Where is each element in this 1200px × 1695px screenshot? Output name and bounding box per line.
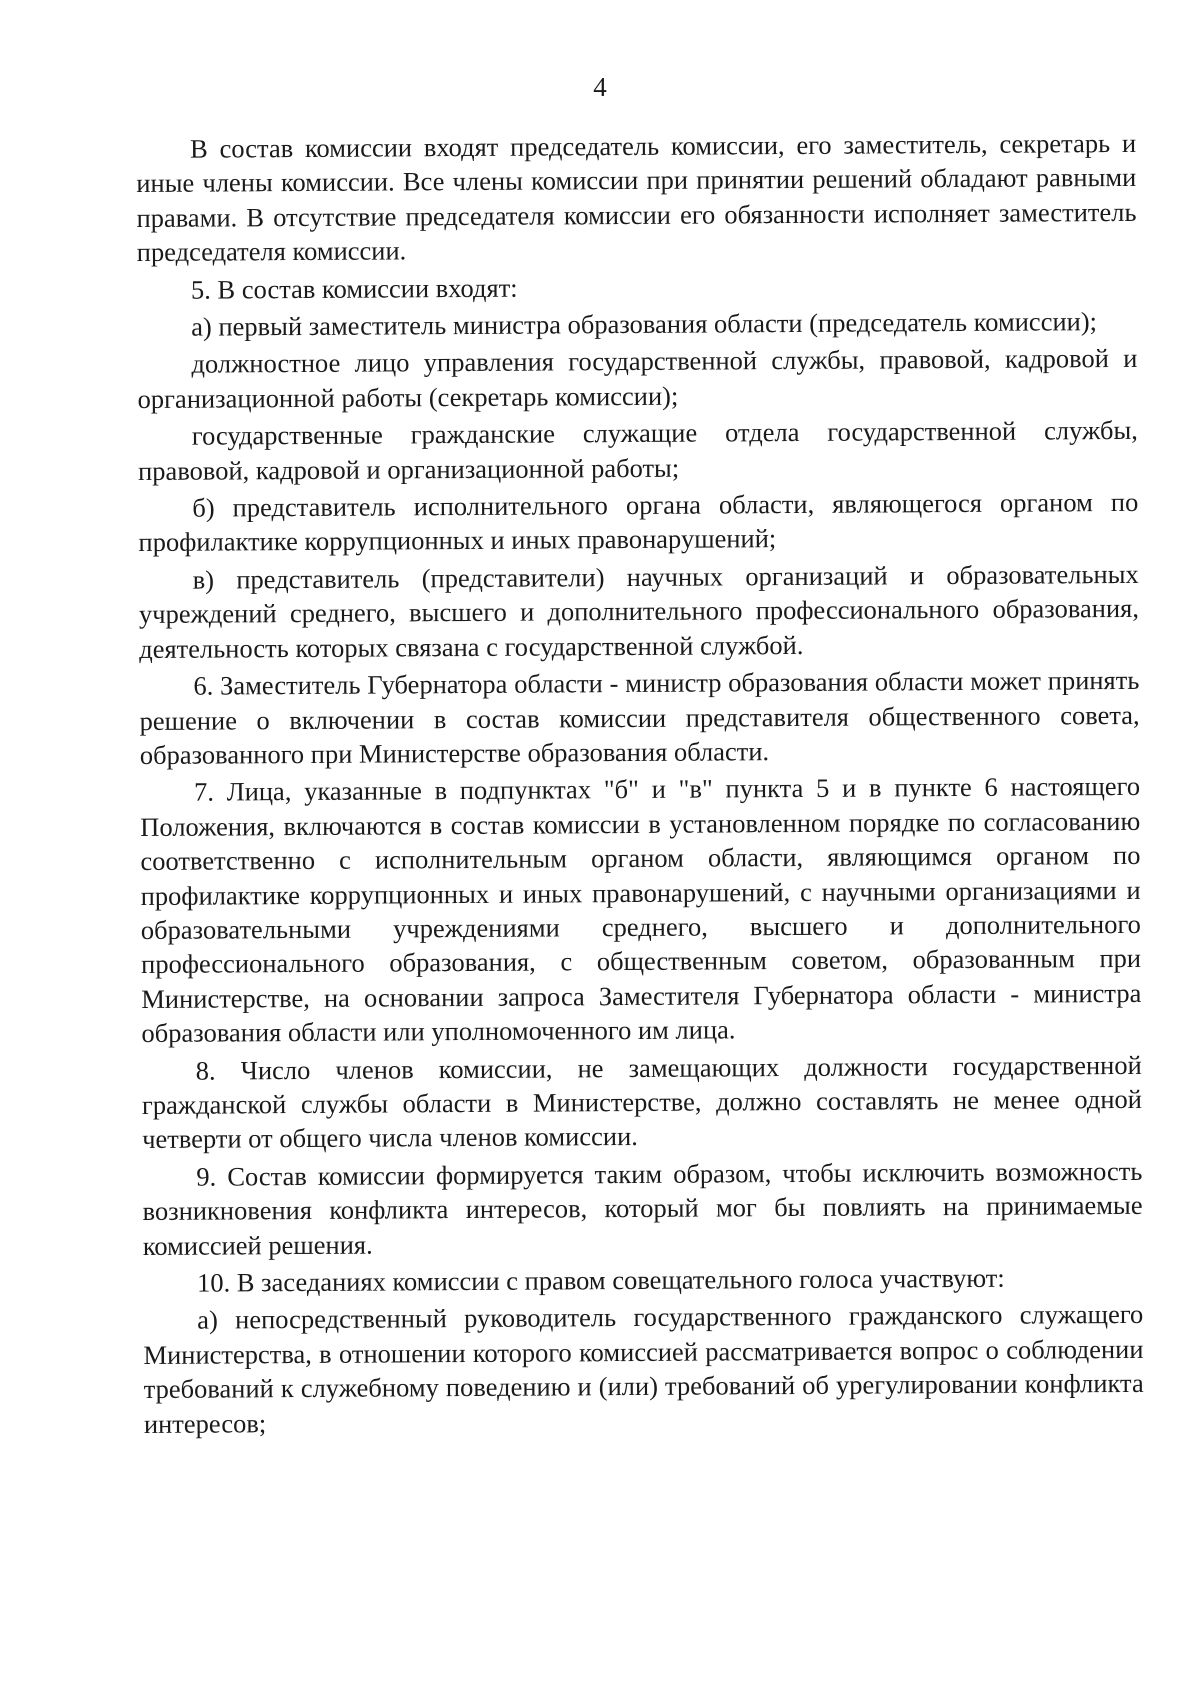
paragraph-item-8: 8. Число членов комиссии, не замещающих должности государственной гражданской службы области в Министерстве, должно составлять не менее одной четверти от общего числа членов комиссии.	[141, 1049, 1143, 1155]
page-number: 4	[593, 72, 607, 102]
paragraph-item-5: 5. В состав комиссии входят:	[190, 272, 518, 305]
paragraph-item-6: 6. Заместитель Губернатора области - министр образования области может принять решение о включении в состав комиссии представителя общественного совета, образованного при Министерстве образования области.	[139, 664, 1140, 770]
paragraph-commission-composition-intro: В состав комиссии входят председатель комиссии, его заместитель, секретарь и иные члены комиссии. Все члены комиссии при принятии решений обладают равными правами. В отсутствие председателя комиссии его обязанности исполняет заместитель председателя комиссии.	[136, 127, 1137, 268]
paragraph-item-10a: а) непосредственный руководитель государственного гражданского служащего Министерства, в отношении которого комиссией рассматривается вопрос о соблюдении требований к служебному поведению и (или) требований об урегулировании конфликта интересов;	[143, 1299, 1144, 1439]
paragraph-item-5b: б) представитель исполнительного органа области, являющегося органом по профилактике коррупционных и иных правонарушений;	[138, 486, 1139, 558]
paragraph-item-9: 9. Состав комиссии формируется таким образом, чтобы исключить возможность возникновения конфликта интересов, который мог бы повлиять на принимаемые комиссией решения.	[142, 1155, 1143, 1261]
paragraph-item-5a: а) первый заместитель министра образования области (председатель комиссии);	[191, 306, 1098, 342]
paragraph-item-5a-secretary: должностное лицо управления государственной службы, правовой, кадровой и организационной работы (секретарь комиссии);	[137, 343, 1138, 414]
paragraph-item-7: 7. Лица, указанные в подпунктах "б" и "в" пункта 5 и в пункте 6 настоящего Положения, включаются в состав комиссии в установленном порядке по согласованию соответственно с исполнительным органом области, являющимся органом по профилактике коррупционных и иных правонарушений, с научными организациями и образовательными учреждениями среднего, высшего и дополнительного профессионального образования, с общественным советом, образованным при Министерстве, на основании запроса Заместителя Губернатора области - министра образования области или уполномоченного им лица.	[140, 771, 1142, 1049]
paragraph-item-5v: в) представитель (представители) научных организаций и образовательных учреждений среднего, высшего и дополнительного профессионального образования, деятельность которых связана с государственной службой.	[138, 558, 1140, 664]
paragraph-item-5a-civil-servants: государственные гражданские служащие отдела государственной службы, правовой, кадровой и организационной работы;	[137, 415, 1138, 486]
document-body	[136, 126, 1144, 1444]
paragraph-item-10: 10. В заседаниях комиссии с правом совещательного голоса участвуют:	[196, 1262, 1005, 1298]
